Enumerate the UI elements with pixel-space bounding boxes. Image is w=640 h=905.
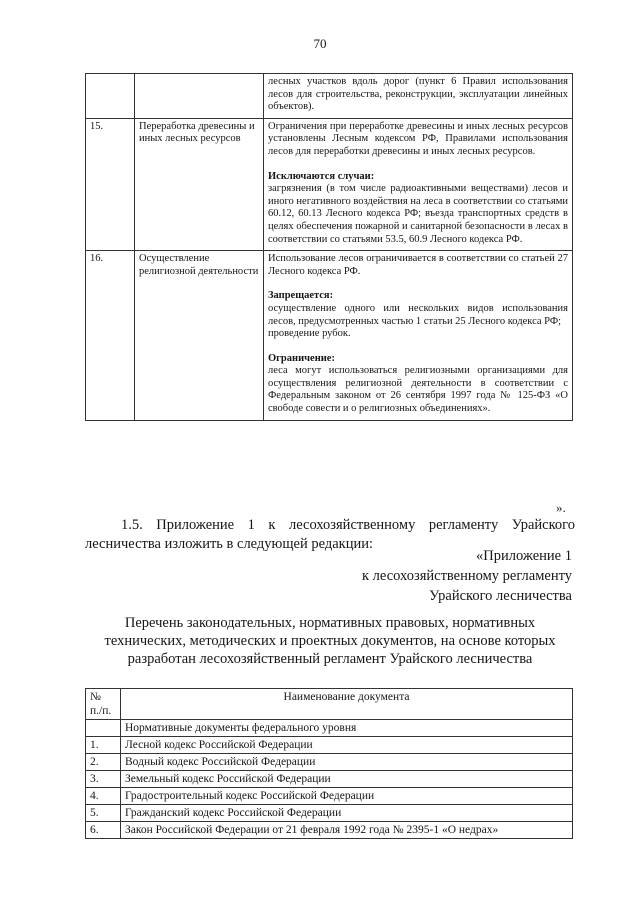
table-row xyxy=(86,737,573,754)
row-name: Переработка древесины и иных лесных ресурсов xyxy=(135,118,264,250)
restriction-title: Ограничение: xyxy=(268,352,335,364)
appendix-label xyxy=(362,546,572,606)
row-content xyxy=(264,118,573,250)
table-row xyxy=(86,118,573,250)
prohibited-title: Запрещается: xyxy=(268,290,334,302)
table-row xyxy=(86,788,573,805)
table-cell-num xyxy=(86,74,135,119)
restrictions-table xyxy=(85,73,573,421)
table-row xyxy=(86,805,573,822)
row-number: 4. xyxy=(86,788,121,805)
table-row xyxy=(86,822,573,839)
row-number: 15. xyxy=(86,118,135,250)
row-doc: Гражданский кодекс Российской Федерации xyxy=(121,805,573,822)
row-number: 6. xyxy=(86,822,121,839)
row-doc: Земельный кодекс Российской Федерации xyxy=(121,771,573,788)
table-row xyxy=(86,720,573,737)
appendix-line: Урайского лесничества xyxy=(429,588,572,604)
row-content xyxy=(264,251,573,421)
table-row xyxy=(86,771,573,788)
row-doc: Градостроительный кодекс Российской Федерации xyxy=(121,788,573,805)
appendix-line: к лесохозяйственному регламенту xyxy=(362,568,572,584)
table-header-row xyxy=(86,689,573,720)
documents-table xyxy=(85,688,573,839)
row-number: 1. xyxy=(86,737,121,754)
table-row xyxy=(86,251,573,421)
row-number: 16. xyxy=(86,251,135,421)
row-doc: Лесной кодекс Российской Федерации xyxy=(121,737,573,754)
row-doc: Закон Российской Федерации от 21 февраля 1992 года № 2395-1 «О недрах» xyxy=(121,822,573,839)
closing-quote: ». xyxy=(556,500,566,515)
row-number: 3. xyxy=(86,771,121,788)
section-row: Нормативные документы федерального уровня xyxy=(121,720,573,737)
restriction-text: леса могут использоваться религиозными организациями для осуществления религиозной деятельности в соответствии с Федеральным законом от 26 сентября 1997 года № 125-ФЗ «О свободе совести и о религиозных объединениях». xyxy=(268,365,568,415)
table-cell-num xyxy=(86,720,121,737)
row-intro: Использование лесов ограничивается в соответствии со статьей 27 Лесного кодекса РФ. xyxy=(268,253,568,277)
header-doc: Наименование документа xyxy=(121,689,573,720)
row-doc: Водный кодекс Российской Федерации xyxy=(121,754,573,771)
row-name: Осуществление религиозной деятельности xyxy=(135,251,264,421)
header-num: № п./п. xyxy=(86,689,121,720)
prohibited-text: осуществление одного или нескольких видов использования лесов, предусмотренных частью 1 статьи 25 Лесного кодекса РФ; xyxy=(268,302,568,327)
list-heading: Перечень законодательных, нормативных правовых, нормативных технических, методических и проектных документов, на основе которых разработан лесохозяйственный регламент Урайского лесничества xyxy=(104,615,556,667)
prohibited-text: проведение рубок. xyxy=(268,328,351,340)
row-number: 5. xyxy=(86,805,121,822)
table-row xyxy=(86,754,573,771)
section-title: Исключаются случаи: xyxy=(268,170,375,182)
continuation-text: лесных участков вдоль дорог (пункт 6 Правил использования лесов для строительства, реконструкции, эксплуатации линейных объектов). xyxy=(264,74,573,119)
row-intro: Ограничения при переработке древесины и иных лесных ресурсов установлены Лесным кодексом РФ, Правилами использования лесов для переработки древесины и иных лесных ресурсов. xyxy=(268,120,568,157)
page-number: 70 xyxy=(313,36,327,51)
row-number: 2. xyxy=(86,754,121,771)
table-cell-name xyxy=(135,74,264,119)
table-row xyxy=(86,74,573,119)
appendix-line: «Приложение 1 xyxy=(476,548,572,564)
amendment-text: 1.5. Приложение 1 к лесохозяйственному регламенту Урайского лесничества изложить в следующей редакции: xyxy=(85,517,575,552)
section-text: загрязнения (в том числе радиоактивными веществами) лесов и иного негативного воздействия на леса в соответствии со статьями 60.12, 60.13 Лесного кодекса РФ; въезда транспортных средств в целях обеспечения пожарной и санитарной безопасности в лесах в соответствии со статьями 53.5, 60.9 Лесного кодекса РФ. xyxy=(268,183,568,245)
